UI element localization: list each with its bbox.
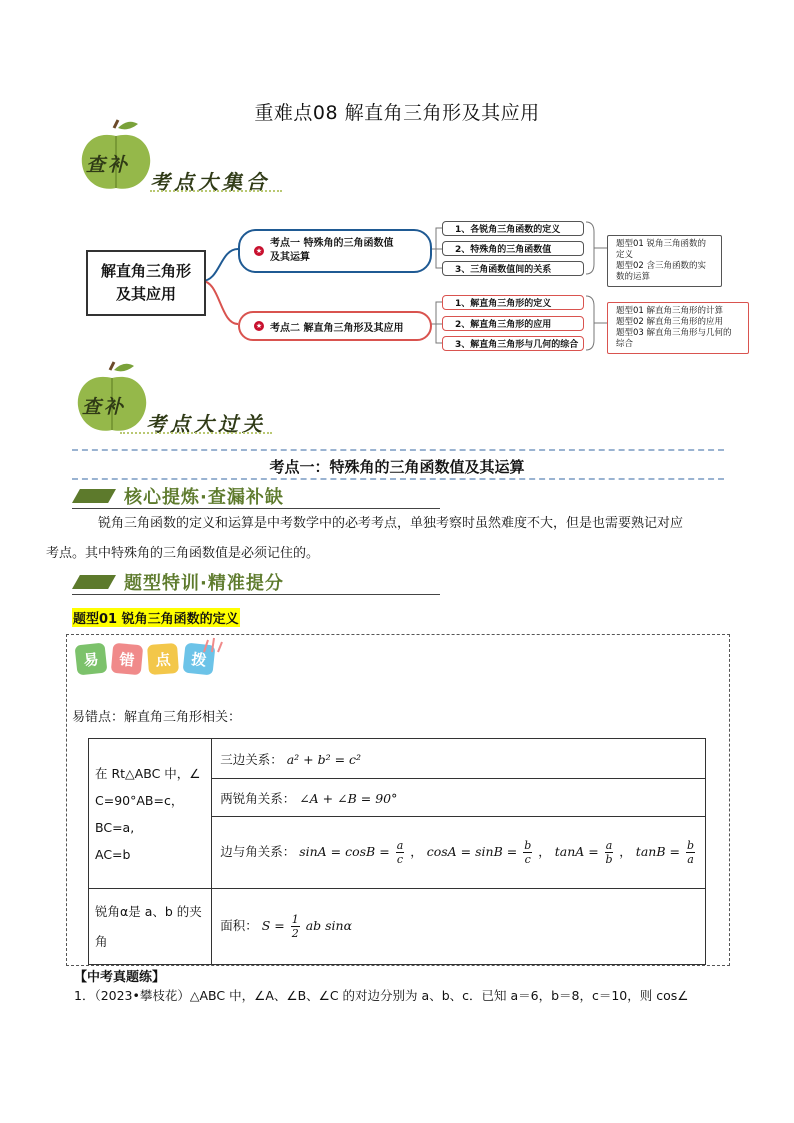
leaf-1-2: 2、特殊角的三角函数值	[442, 241, 584, 256]
type-item: 题型01 解直角三角形的计算	[616, 306, 724, 316]
table-left-cell-1	[89, 739, 212, 889]
exam-heading: 【中考真题练】	[74, 970, 166, 985]
numerator: a	[605, 839, 613, 852]
type-item: 题型03 解直角三角形与几何的综合	[616, 328, 732, 349]
sa-lhs: tanB =	[635, 844, 680, 859]
denominator: a	[687, 853, 694, 866]
badge-tag: 查补	[82, 396, 127, 418]
badge-underline	[120, 432, 272, 434]
node1-line1: 考点一 特殊角的三角函数值	[270, 238, 394, 249]
row-label: 三边关系：	[220, 751, 283, 767]
mindmap-node-2	[238, 311, 432, 341]
node1-line2: 及其运算	[270, 252, 310, 263]
area-lhs: S =	[261, 918, 285, 933]
separator: ，	[410, 844, 423, 859]
table-row-side-angle	[212, 817, 706, 889]
angles-formula: ∠A + ∠B = 90°	[299, 790, 398, 806]
area-rhs: ab sinα	[305, 918, 353, 933]
tip-sticker: 点	[147, 643, 179, 675]
band-shape	[72, 489, 116, 503]
mindmap-root-label: 解直角三角形及其应用	[100, 262, 191, 303]
table-row-angles	[212, 779, 706, 817]
band-label: 核心提炼·查漏补缺	[124, 487, 284, 508]
left-line: 在 Rt△ABC 中，∠	[95, 765, 201, 781]
row-label: 两锐角关系：	[220, 790, 296, 806]
star-icon: ★	[255, 247, 263, 255]
type-heading: 题型01 锐角三角函数的定义	[72, 608, 240, 627]
numerator: b	[686, 839, 694, 852]
tip-sticker: 错	[111, 643, 144, 676]
tip-label: 易错点：解直角三角形相关：	[72, 710, 242, 725]
fraction	[605, 839, 614, 866]
para-line-2: 考点。其中特殊角的三角函数值是必须记住的。	[46, 546, 320, 561]
type-item: 题型02 解直角三角形的应用	[616, 317, 724, 327]
badge-tag: 查补	[86, 154, 131, 176]
tip-sticker: 易	[75, 643, 108, 676]
section-band-2	[72, 572, 284, 592]
leaf-2-3: 3、解直角三角形与几何的综合	[442, 336, 584, 351]
para-line-1: 锐角三角函数的定义和运算是中考数学中的必考考点，单独考察时虽然难度不大，但是也需要熟记对应	[98, 516, 684, 531]
dashed-divider	[72, 478, 724, 480]
type-item: 题型02 含三角函数的实数的运算	[616, 261, 707, 282]
left-line: 角	[95, 933, 108, 949]
leaf-2-1: 1、解直角三角形的定义	[442, 295, 584, 310]
table-row-sides	[212, 739, 706, 779]
leaf-1-3: 3、三角函数值间的关系	[442, 261, 584, 276]
denominator: b	[605, 853, 613, 866]
denominator: c	[396, 853, 404, 866]
leaf-1-1: 1、各锐角三角函数的定义	[442, 221, 584, 236]
section-title: 考点一：特殊角的三角函数值及其运算	[269, 458, 525, 476]
fraction	[396, 839, 405, 866]
sides-formula: a² + b² = c²	[286, 751, 362, 767]
exam-question-1: 1．（2023•攀枝花）△ABC 中，∠A、∠B、∠C 的对边分别为 a、b、c．已知 a＝6，b＝8，c＝10，则 cos∠	[74, 988, 689, 1003]
left-line: AC=b	[95, 846, 131, 862]
fraction	[686, 839, 695, 866]
intro-paragraph	[46, 509, 732, 569]
numerator: a	[396, 839, 404, 852]
numerator: b	[524, 839, 532, 852]
row-label: 边与角关系：	[220, 844, 296, 859]
tip-stickers	[76, 644, 214, 674]
types-box-2	[607, 302, 749, 354]
formula-table	[88, 738, 706, 965]
band-underline	[72, 594, 440, 595]
node2-label: 考点二 解直角三角形及其应用	[270, 322, 404, 334]
sa-lhs: sinA = cosB =	[299, 844, 390, 859]
table-left-cell-2	[89, 889, 212, 965]
left-line: 锐角α是 a、b 的夹	[95, 903, 202, 919]
badge-label: 考点大集合	[150, 170, 270, 194]
row-label: 面积：	[220, 918, 258, 933]
sa-lhs: cosA = sinB =	[426, 844, 518, 859]
denominator: 2	[291, 927, 299, 940]
fraction	[291, 913, 300, 940]
type-item: 题型01 锐角三角函数的定义	[616, 239, 707, 260]
star-icon: ★	[255, 322, 263, 330]
band-label: 题型特训·精准提分	[124, 573, 284, 594]
sa-lhs: tanA =	[554, 844, 599, 859]
types-box-1	[607, 235, 722, 287]
leaf-2-2: 2、解直角三角形的应用	[442, 316, 584, 331]
separator: ，	[619, 844, 632, 859]
mindmap-root	[86, 250, 206, 316]
section-band-1	[72, 486, 284, 506]
apple-badge-2	[72, 360, 287, 440]
page-title: 重难点08 解直角三角形及其应用	[254, 102, 540, 124]
fraction	[523, 839, 532, 866]
sparkle-icon	[200, 636, 224, 654]
band-shape	[72, 575, 116, 589]
separator: ，	[538, 844, 551, 859]
tip-sticker: 拨	[183, 643, 216, 676]
dashed-divider	[72, 449, 724, 451]
left-line: C=90°AB=c，BC=a,	[95, 792, 184, 835]
numerator: 1	[291, 913, 299, 926]
mindmap-node-1	[238, 229, 432, 273]
badge-label: 考点大过关	[146, 412, 266, 436]
denominator: c	[524, 853, 531, 866]
table-row-area	[212, 889, 706, 965]
